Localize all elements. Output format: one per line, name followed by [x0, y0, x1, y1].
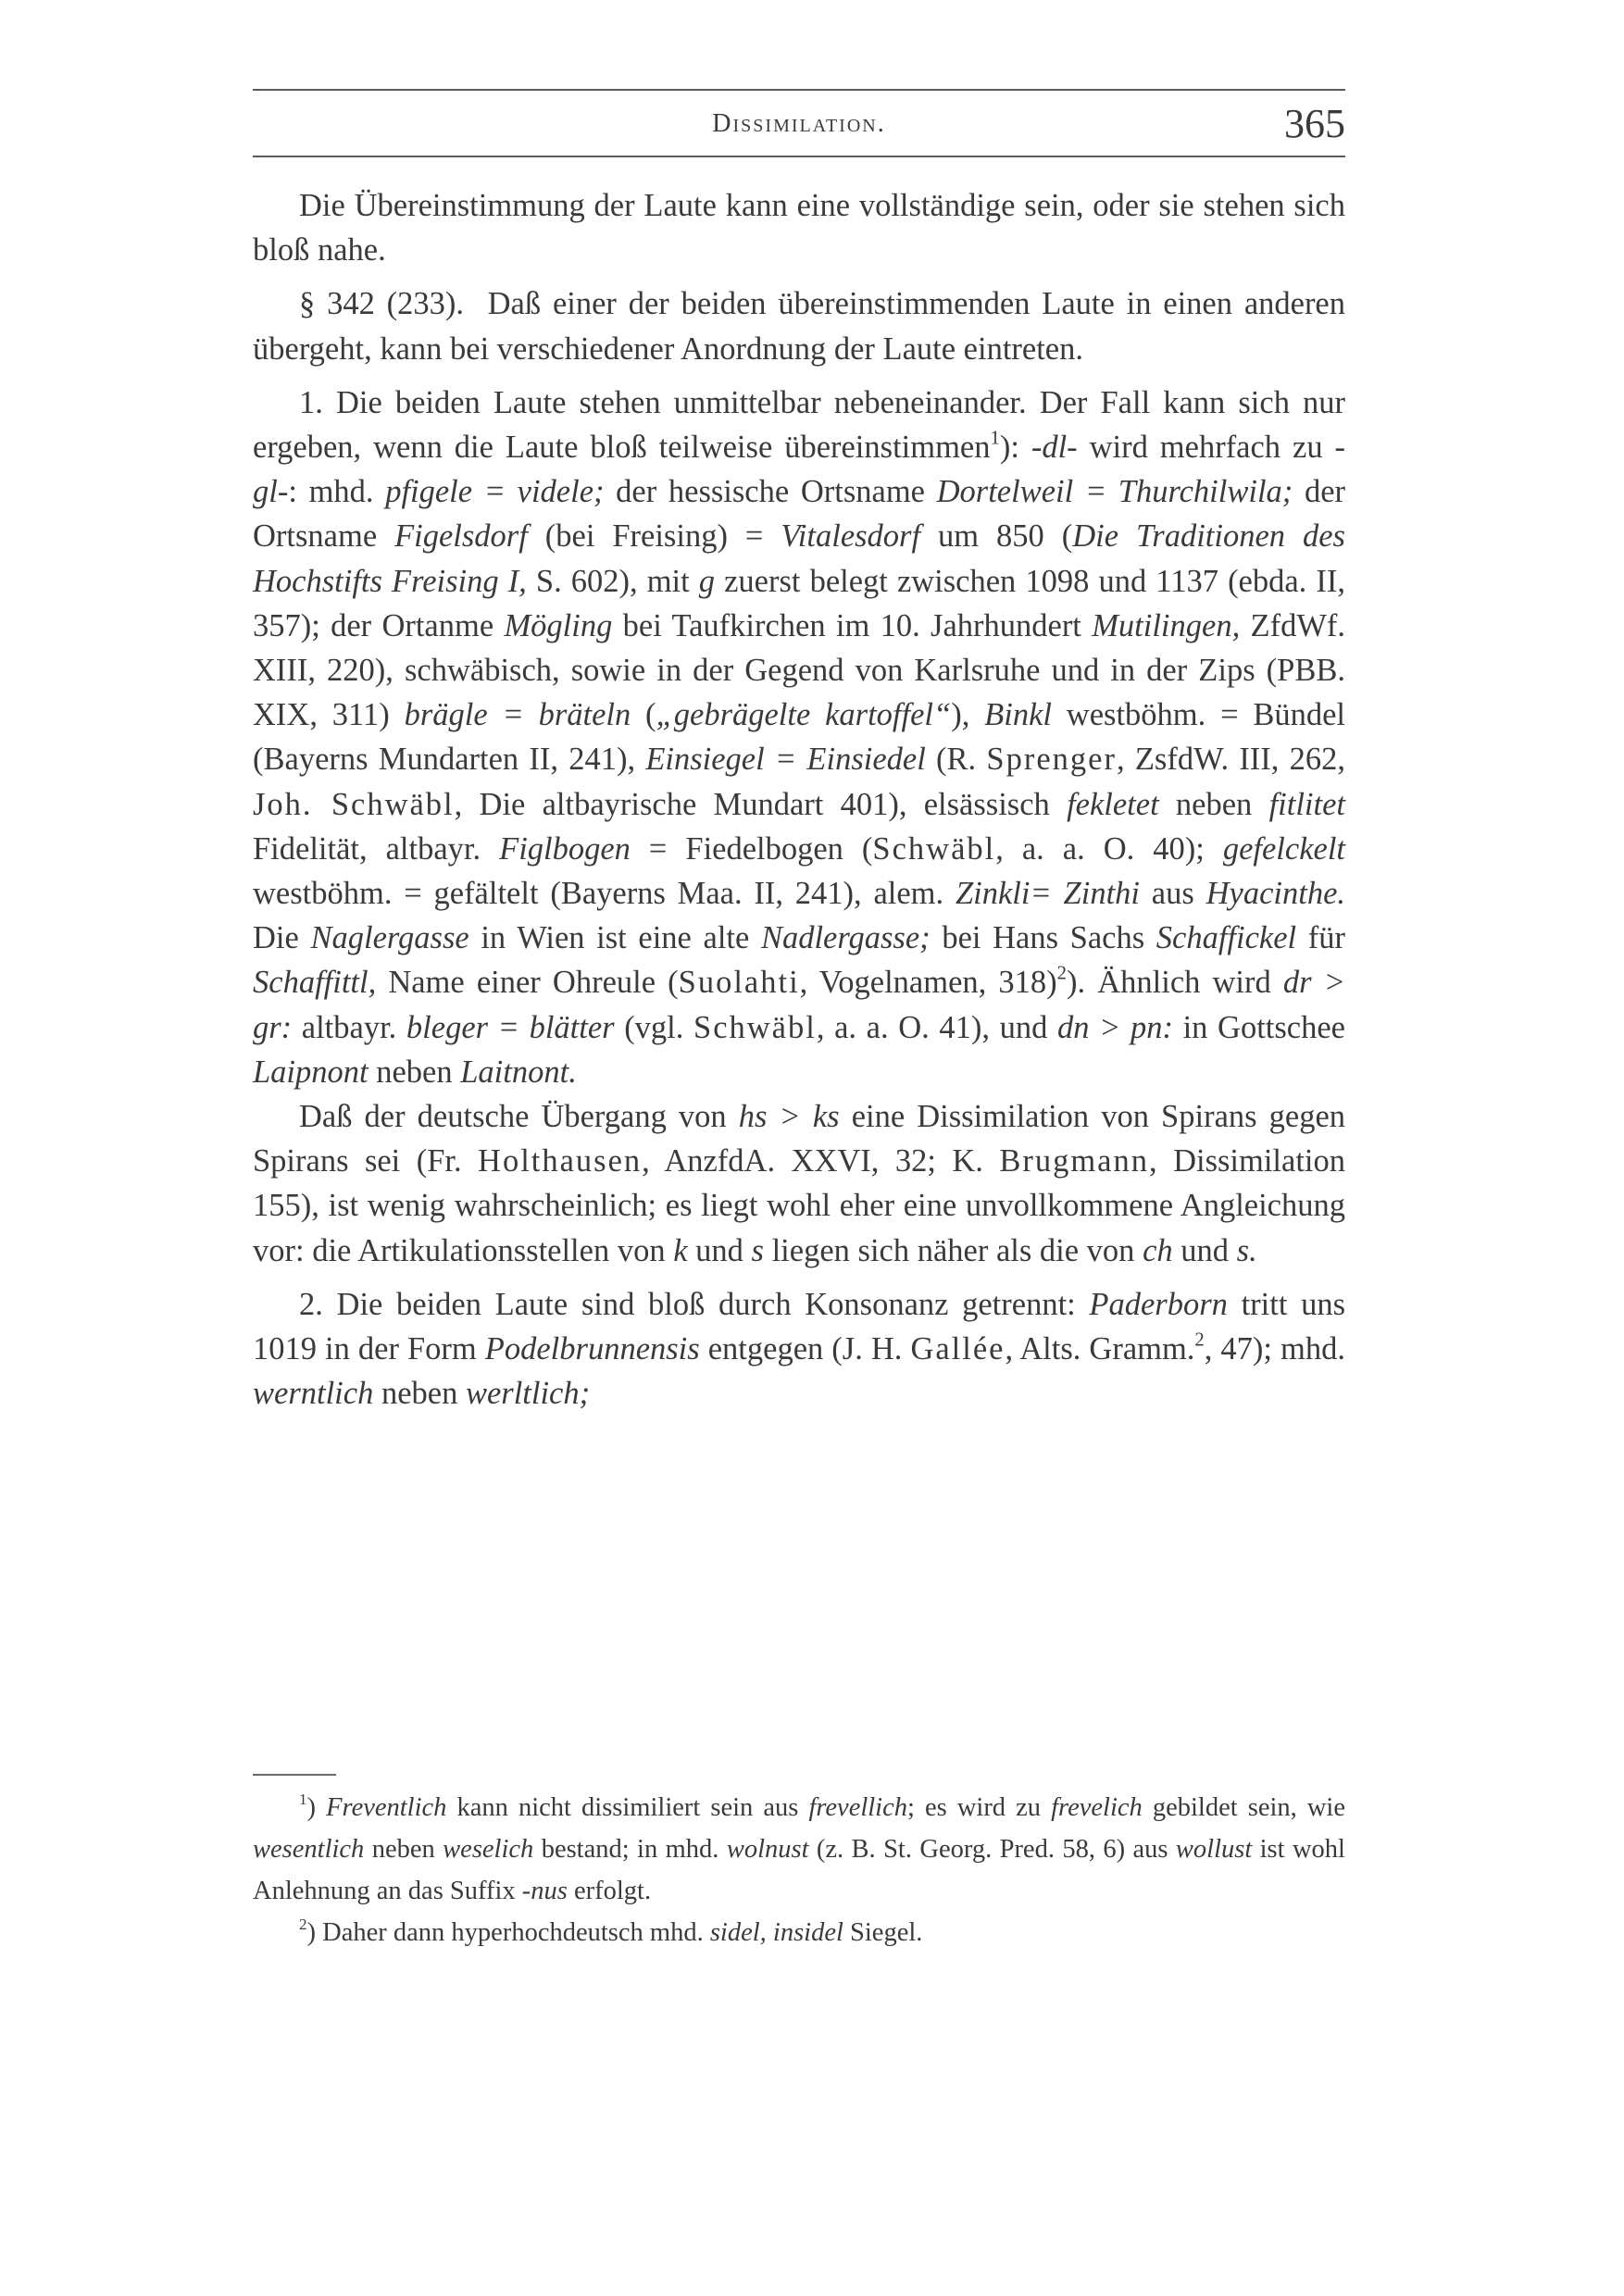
footnote-ref-2[interactable]: 2	[1056, 963, 1067, 984]
italic-term: wollust	[1175, 1835, 1253, 1864]
text-run: , Vogelnamen, 318)	[799, 965, 1057, 1001]
text-run: zuerst belegt zwischen 1098 und 1137 (ebda. II, 357); der Ortanme	[253, 563, 1345, 643]
text-run: (vgl.	[614, 1009, 694, 1045]
text-run: neben	[1158, 786, 1269, 822]
text-run: für	[1296, 920, 1345, 956]
italic-term: sidel, insidel	[709, 1918, 843, 1947]
spaced-author-name: Joh. Schwäbl	[253, 786, 455, 822]
text-run: neben	[373, 1376, 466, 1412]
text-run: aus	[1140, 876, 1206, 912]
text-run: S. 602), mit	[526, 563, 699, 599]
footnote-ref-1[interactable]: 1	[990, 428, 1000, 449]
text-run: = Fiedelbogen (	[630, 830, 873, 867]
italic-term: bleger = blätter	[406, 1009, 615, 1045]
italic-term: fitlitet	[1268, 786, 1345, 822]
italic-term: s.	[1236, 1232, 1257, 1268]
italic-term: frevellich	[808, 1793, 907, 1822]
italic-term: Laipnont	[253, 1054, 369, 1090]
footnotes	[253, 1787, 1345, 1953]
italic-term: Schaffickel	[1156, 920, 1297, 956]
text-run: liegen sich näher als die von	[763, 1232, 1143, 1268]
text-run: neben	[364, 1835, 443, 1864]
italic-term: k	[673, 1232, 688, 1268]
text-run: , Alts. Gramm.	[1005, 1331, 1195, 1367]
body-text	[253, 183, 1345, 1416]
text-run: (	[631, 697, 656, 733]
italic-term: Laitnont.	[460, 1054, 577, 1090]
paragraph-case-1	[253, 381, 1345, 1094]
page-number: 365	[1284, 101, 1345, 146]
italic-term: g	[698, 563, 716, 599]
text-run: Daß der deutsche Übergang von	[299, 1099, 739, 1135]
header-bottom-rule	[253, 156, 1345, 157]
paragraph-text: Daß einer der beiden übereinstimmenden Laute in einen anderen übergeht, kann bei verschiedener Anordnung der Laute eintreten.	[253, 286, 1345, 367]
text-run: eine Dissimilation von Spirans gegen Spirans sei (Fr.	[253, 1099, 1346, 1179]
italic-term: frevelich	[1051, 1793, 1143, 1822]
italic-term: werntlich	[253, 1376, 374, 1412]
paragraph-text: Die Übereinstimmung der Laute kann eine vollständige sein, oder sie stehen sich bloß nahe.	[253, 188, 1345, 268]
italic-term: Figelsdorf	[394, 518, 528, 555]
edition-superscript: 2	[1194, 1329, 1205, 1351]
text-run: der hessische Ortsname	[604, 474, 937, 510]
italic-term: -dl-	[1031, 430, 1078, 466]
text-run: ),	[951, 697, 985, 733]
italic-term: hs > ks	[738, 1099, 840, 1135]
italic-term: Figlbogen	[499, 830, 631, 867]
italic-term: dn > pn:	[1056, 1009, 1173, 1045]
italic-term: Mögling	[504, 607, 613, 643]
text-run: , a. a. O. 41), und	[816, 1009, 1057, 1045]
text-run: , AnzfdA. XXVI, 32; K.	[642, 1143, 1000, 1179]
text-run: der Ortsname	[253, 474, 1345, 555]
text-run: entgegen (J. H.	[699, 1331, 911, 1367]
text-run: gebildet sein, wie	[1142, 1793, 1345, 1822]
text-run: neben	[368, 1054, 461, 1090]
text-run: ZfdWf. XIII, 220), schwäbisch, sowie in der Gegend von Karlsruhe und in der Zips (PBB. XIX, 311)	[253, 607, 1345, 733]
text-run: ; es wird zu	[907, 1793, 1052, 1822]
italic-term: -nus	[521, 1877, 568, 1905]
text-run: Siegel.	[843, 1918, 923, 1947]
text-run: westböhm. = Bündel (Bayerns Mundarten II, 241),	[253, 697, 1346, 778]
text-run: in Gottschee	[1172, 1009, 1345, 1045]
text-run: in Wien ist eine alte	[468, 920, 761, 956]
text-run: altbayr.	[292, 1009, 406, 1045]
italic-term: Freventlich	[326, 1793, 447, 1822]
italic-term: Binkl	[984, 697, 1052, 733]
footnote-1	[253, 1787, 1345, 1912]
spaced-author-name: Suolahti	[678, 965, 800, 1001]
italic-term: Vitalesdorf	[781, 518, 921, 555]
italic-term: Podelbrunnensis	[484, 1331, 700, 1367]
italic-term: werltlich;	[465, 1376, 591, 1412]
spaced-author-name: Schwäbl	[693, 1009, 817, 1045]
italic-term: pfigele = videle;	[385, 474, 605, 510]
paragraph-section-342	[253, 281, 1345, 370]
text-run: , Die altbayrische Mundart 401), elsässisch	[454, 786, 1068, 822]
spaced-author-name: Schwäbl	[872, 830, 996, 867]
italic-term: -gl-	[253, 430, 1346, 510]
text-run: und	[1172, 1232, 1237, 1268]
italic-term: Hyacinthe.	[1206, 876, 1346, 912]
text-run: 2. Die beiden Laute sind bloß durch Konsonanz getrennt:	[299, 1286, 1090, 1322]
text-run: Die	[253, 920, 311, 956]
text-run: um 850 (	[920, 518, 1073, 555]
text-run: (bei Freising) =	[527, 518, 781, 555]
italic-term: gefelckelt	[1222, 830, 1345, 867]
italic-term: ch	[1143, 1232, 1173, 1268]
running-title: Dissimilation.	[712, 109, 886, 138]
text-run: bestand; in mhd.	[533, 1835, 727, 1864]
text-run: , 47); mhd.	[1204, 1331, 1345, 1367]
text-run: , a. a. O. 40);	[995, 830, 1223, 867]
header-top-rule	[253, 89, 1345, 91]
text-run: )	[306, 1793, 327, 1822]
italic-term: Schaffittl,	[253, 965, 377, 1001]
italic-term: Paderborn	[1089, 1286, 1228, 1322]
footnote-2	[253, 1912, 1345, 1953]
text-run: westböhm. = gefältelt (Bayerns Maa. II, 241), alem.	[253, 876, 956, 912]
text-run: (R.	[925, 742, 987, 778]
text-run: (z. B. St. Georg. Pred. 58, 6) aus	[808, 1835, 1176, 1864]
paragraph-1	[253, 183, 1345, 272]
text-run: bei Hans Sachs	[930, 920, 1156, 956]
italic-term: dr > gr:	[253, 965, 1345, 1045]
text-run: und	[687, 1232, 752, 1268]
text-run: bei Taufkirchen im 10. Jahrhundert	[612, 607, 1093, 643]
text-run: erfolgt.	[567, 1877, 652, 1905]
text-run: ):	[999, 430, 1031, 466]
spaced-author-name: Gallée	[910, 1331, 1006, 1367]
spaced-author-name: Holthausen	[478, 1143, 643, 1179]
running-head	[253, 100, 1345, 152]
paragraph-case-2	[253, 1282, 1345, 1416]
footnote-marker: 2	[299, 1915, 307, 1934]
italic-term: Naglergasse	[310, 920, 469, 956]
text-run: ). Ähnlich wird	[1066, 965, 1283, 1001]
spaced-author-name: Sprenger	[986, 742, 1117, 778]
footnote-marker: 1	[299, 1791, 307, 1809]
text-run: wird mehrfach zu	[1077, 430, 1335, 466]
italic-term: Dortelweil = Thurchilwila;	[936, 474, 1293, 510]
text-run: : mhd.	[288, 474, 386, 510]
italic-term: wolnust	[726, 1835, 809, 1864]
italic-term: fekletet	[1067, 786, 1159, 822]
italic-term: brägle = bräteln	[404, 697, 631, 733]
italic-term: s	[751, 1232, 764, 1268]
spaced-author-name: Brugmann	[999, 1143, 1149, 1179]
text-run: Name einer Ohreule (	[376, 965, 679, 1001]
text-run: , ZsfdW. III, 262,	[1116, 742, 1346, 778]
text-run: Fidelität, altbayr.	[253, 830, 500, 867]
text-run: ist wohl Anlehnung an das Suffix	[253, 1835, 1345, 1905]
paragraph-hs-ks	[253, 1094, 1345, 1273]
italic-term: Die Traditionen des Hochstifts Freising I,	[253, 518, 1345, 599]
text-run: kann nicht dissimiliert sein aus	[446, 1793, 809, 1822]
section-number: § 342 (233).	[299, 286, 464, 322]
italic-term: Einsiegel = Einsiedel	[645, 742, 926, 778]
italic-term: Mutilingen,	[1092, 607, 1241, 643]
italic-term: „gebrägelte kartoffel“	[656, 697, 952, 733]
text-run: 1. Die beiden Laute stehen unmittelbar nebeneinander. Der Fall kann sich nur ergeben, wenn die Laute bloß teilweise übereinstimmen	[253, 384, 1345, 466]
italic-term: weselich	[443, 1835, 534, 1864]
italic-term: Zinkli= Zinthi	[955, 876, 1140, 912]
text-run: , Dissimilation 155), ist wenig wahrscheinlich; es liegt wohl eher eine unvollkommene Angleichung vor: die Artikulationsstellen von	[253, 1143, 1345, 1268]
text-run: tritt uns 1019 in der Form	[253, 1286, 1345, 1367]
italic-term: wesentlich	[253, 1835, 365, 1864]
footnote-separator	[253, 1774, 336, 1776]
italic-term: Nadlergasse;	[760, 920, 931, 956]
text-run: ) Daher dann hyperhochdeutsch mhd.	[306, 1918, 710, 1947]
